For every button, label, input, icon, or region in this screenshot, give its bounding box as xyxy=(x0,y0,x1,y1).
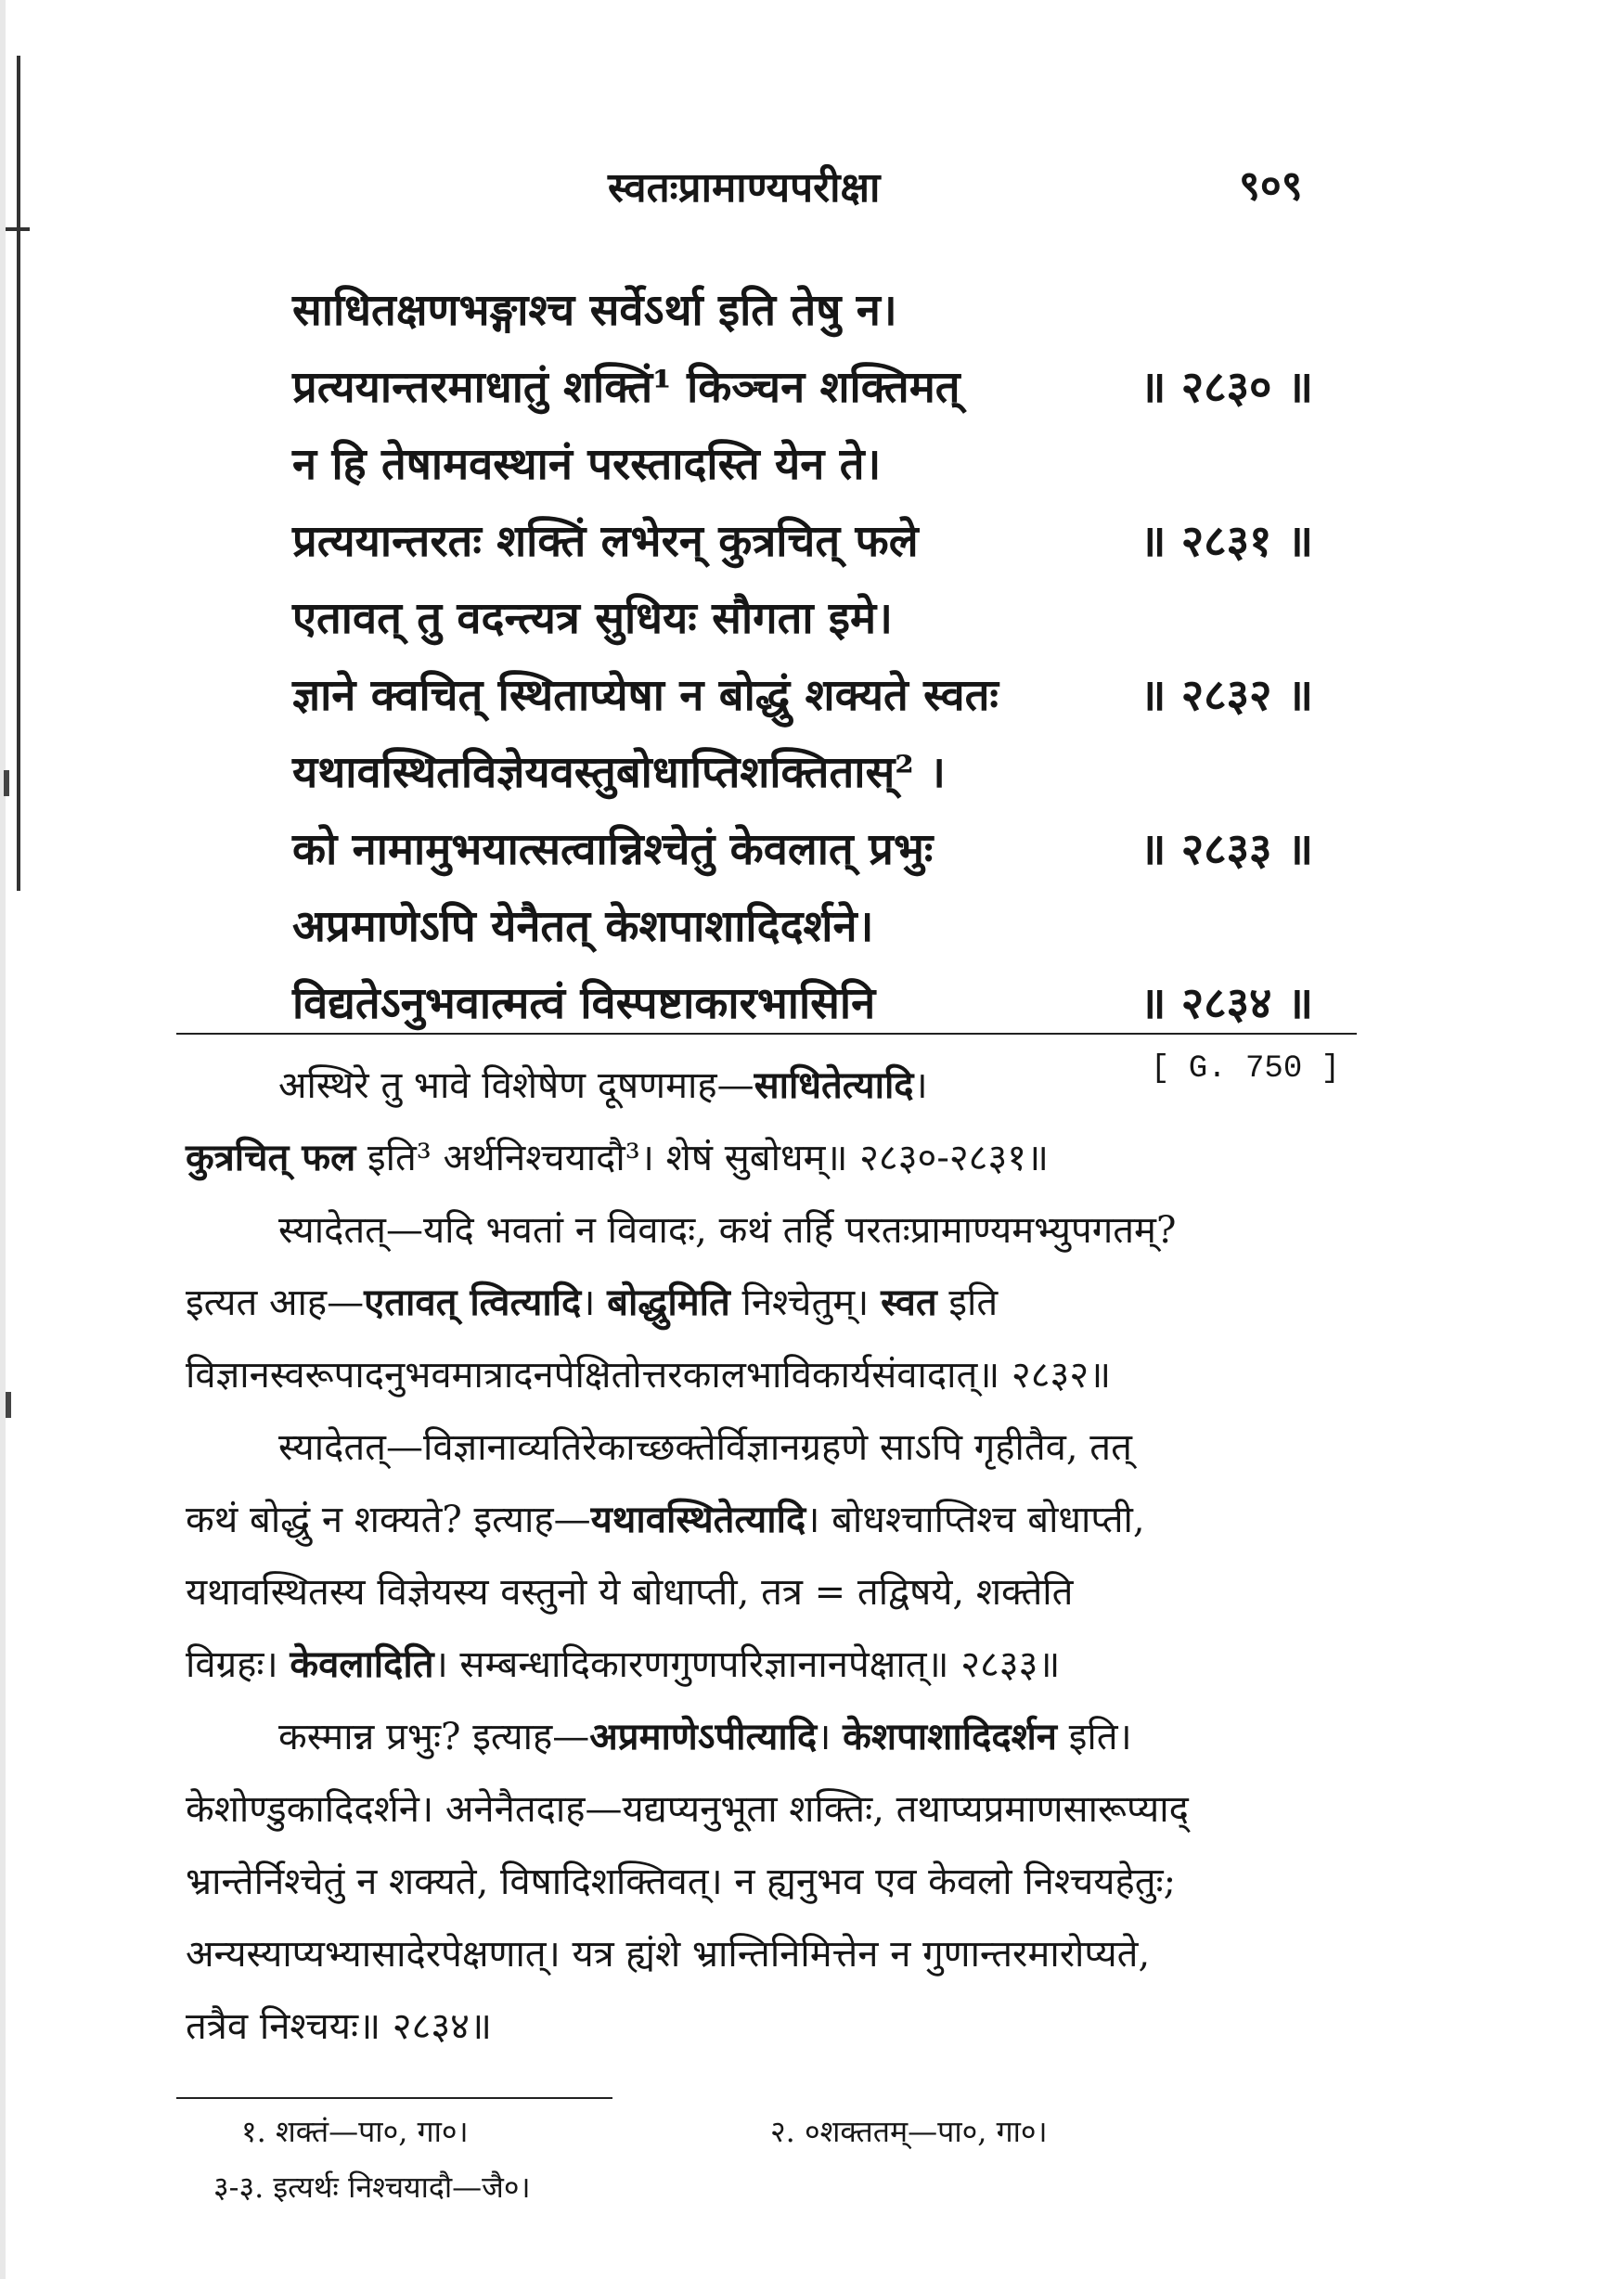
verse-text: प्रत्ययान्तरतः शक्तिं लभेरन् कुत्रचित् फले xyxy=(292,516,919,567)
commentary-text: विग्रहः। xyxy=(186,1643,290,1686)
commentary-line xyxy=(186,1564,1073,1616)
commentary-line xyxy=(186,1854,1176,1905)
commentary-text: इति³ अर्थनिश्चयादौ³। शेषं सुबोधम्॥ २८३०-२८३१॥ xyxy=(355,1137,1050,1179)
commentary-lemma: अप्रमाणेऽपीत्यादि xyxy=(589,1715,818,1758)
commentary-line xyxy=(278,1058,928,1109)
commentary-text: यथावस्थितस्य विज्ञेयस्य वस्तुनो ये बोधाप्ती, तत्र = तद्विषये, शक्तेति xyxy=(186,1571,1074,1614)
running-header-title: स्वतःप्रामाण्यपरीक्षा xyxy=(608,164,881,212)
commentary-text: इत्यत आह— xyxy=(186,1281,365,1324)
commentary-text: निश्चेतुम्। xyxy=(729,1281,882,1324)
verse-text: यथावस्थितविज्ञेयवस्तुबोधाप्तिशक्तितास्² । xyxy=(292,747,946,798)
margin-mark xyxy=(6,1392,11,1418)
commentary-line xyxy=(186,1637,1060,1688)
commentary-line xyxy=(278,1709,1132,1760)
verse-number: ॥ २८३१ ॥ xyxy=(1140,516,1313,567)
gaekwad-page-reference: [ G. 750 ] xyxy=(1151,1051,1341,1087)
verse-text: ज्ञाने क्वचित् स्थिताप्येषा न बोद्धुं शक्यते स्वतः xyxy=(292,670,999,721)
commentary-text: इति। xyxy=(1056,1716,1132,1758)
page-number: ९०९ xyxy=(1239,162,1303,210)
verse-number: ॥ २८३३ ॥ xyxy=(1140,824,1313,875)
commentary-text: कथं बोद्धुं न शक्यते? इत्याह— xyxy=(186,1499,591,1541)
page-edge-shadow xyxy=(0,0,6,2279)
verse-number: ॥ २८३४ ॥ xyxy=(1140,978,1313,1029)
commentary-line xyxy=(186,1130,1049,1181)
commentary-lemma: स्वत xyxy=(881,1281,937,1324)
commentary-text: इति xyxy=(936,1281,999,1324)
commentary-text: विज्ञानस्वरूपादनुभवमात्रादनपेक्षितोत्तरकालभाविकार्यसंवादात्॥ २८३२॥ xyxy=(186,1354,1112,1397)
commentary-text: । सम्बन्धादिकारणगुणपरिज्ञानानपेक्षात्॥ २८३३॥ xyxy=(433,1643,1061,1686)
commentary-lemma: केवलादिति xyxy=(290,1642,434,1686)
commentary-text: भ्रान्तेर्निश्चेतुं न शक्यते, विषादिशक्तिवत्। न ह्यनुभव एव केवलो निश्चयहेतुः; xyxy=(186,1861,1177,1903)
commentary-line xyxy=(186,1926,1150,1977)
commentary-text: । xyxy=(581,1281,608,1324)
commentary-line xyxy=(186,1275,998,1326)
verse-text: प्रत्ययान्तरमाधातुं शक्तिं¹ किञ्चन शक्तिमत् xyxy=(292,362,960,413)
commentary-text: अस्थिरे तु भावे विशेषेण दूषणमाह— xyxy=(278,1064,754,1107)
commentary-lemma: साधितेत्यादि xyxy=(754,1063,914,1107)
verse-text: अप्रमाणेऽपि येनैतत् केशपाशादिदर्शने। xyxy=(292,901,874,952)
verse-number: ॥ २८३२ ॥ xyxy=(1140,670,1313,721)
margin-mark xyxy=(4,770,9,796)
commentary-text: । xyxy=(817,1716,844,1758)
verse-text: विद्यतेऽनुभवात्मत्वं विस्पष्टाकारभासिनि xyxy=(292,978,876,1029)
verse-text: न हि तेषामवस्थानं परस्तादस्ति येन ते। xyxy=(292,439,882,490)
commentary-lemma: एतावत् त्वित्यादि xyxy=(364,1281,582,1324)
commentary-lemma: यथावस्थितेत्यादि xyxy=(590,1498,806,1541)
commentary-line xyxy=(186,1999,492,2050)
verse-text: एतावत् तु वदन्त्यत्र सुधियः सौगता इमे। xyxy=(292,593,893,644)
margin-tick-mark xyxy=(6,227,30,231)
commentary-lemma: केशपाशादिदर्शन xyxy=(843,1715,1057,1758)
commentary-text: स्यादेतत्—विज्ञानाव्यतिरेकाच्छक्तेर्विज्ञानग्रहणे साऽपि गृहीतैव, तत् xyxy=(278,1426,1132,1469)
verse-text: को नामामुभयात्सत्वान्निश्चेतुं केवलात् प्रभुः xyxy=(292,824,934,875)
commentary-text: अन्यस्याप्यभ्यासादेरपेक्षणात्। यत्र ह्यंशे भ्रान्तिनिमित्तेन न गुणान्तरमारोप्यते, xyxy=(186,1933,1151,1976)
commentary-text: कस्मान्न प्रभुः? इत्याह— xyxy=(278,1716,590,1758)
commentary-line xyxy=(186,1347,1111,1398)
commentary-line xyxy=(278,1420,1132,1471)
verse-text: साधितक्षणभङ्गाश्च सर्वेऽर्था इति तेषु न। xyxy=(292,285,897,336)
commentary-text: । xyxy=(913,1064,928,1107)
commentary-text: तत्रैव निश्चयः॥ २८३४॥ xyxy=(186,2005,492,2048)
footnote-divider xyxy=(176,2097,612,2099)
commentary-line xyxy=(278,1203,1176,1254)
margin-binding-line xyxy=(17,56,20,891)
commentary-lemma: बोद्धुमिति xyxy=(607,1281,730,1324)
commentary-line xyxy=(186,1782,1189,1833)
commentary-text: केशोण्डुकादिदर्शने। अनेनैतदाह—यद्यप्यनुभूता शक्तिः, तथाप्यप्रमाणसारूप्याद् xyxy=(186,1788,1189,1831)
commentary-text: । बोधश्चाप्तिश्च बोधाप्ती, xyxy=(806,1499,1145,1541)
footnote: १. शक्तं—पा०, गा०। xyxy=(241,2114,469,2149)
commentary-line xyxy=(186,1492,1145,1543)
verse-number: ॥ २८३० ॥ xyxy=(1140,362,1313,413)
verse-commentary-divider xyxy=(176,1033,1357,1035)
footnote: २. ०शक्ततम्—पा०, गा०। xyxy=(770,2114,1048,2149)
commentary-text: स्यादेतत्—यदि भवतां न विवादः, कथं तर्हि परतःप्रामाण्यमभ्युपगतम्? xyxy=(278,1209,1177,1252)
footnote: ३-३. इत्यर्थः निश्चयादौ—जै०। xyxy=(213,2170,531,2205)
commentary-lemma: कुत्रचित् फल xyxy=(186,1136,356,1179)
